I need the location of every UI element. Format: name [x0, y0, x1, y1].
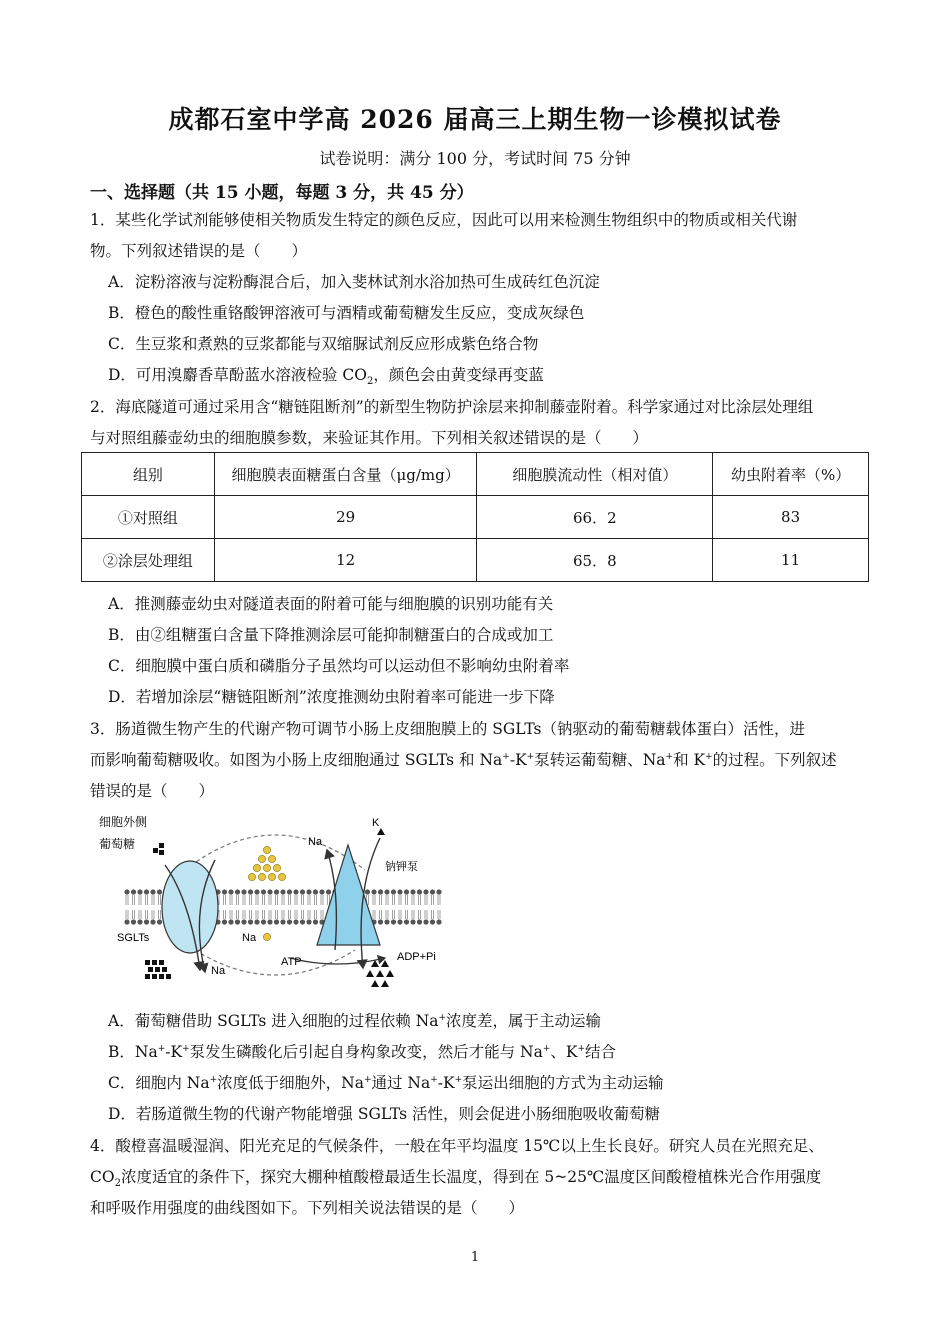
lipid-head [254, 919, 259, 924]
label-glucose: 葡萄糖 [99, 837, 136, 851]
table-header-cell: 细胞膜流动性（相对值） [477, 453, 713, 496]
table-cell: 29 [214, 496, 477, 539]
table-cell: 12 [214, 539, 477, 582]
lipid-head [274, 919, 279, 924]
table-cell: 83 [713, 496, 869, 539]
lipid-head [137, 889, 142, 894]
q2-option-d: D．若增加涂层“糖链阻断剂”浓度推测幼虫附着率可能进一步下降 [108, 688, 555, 706]
lipid-head [144, 919, 149, 924]
q2-stem-line1: 2．海底隧道可通过采用含“糖链阻断剂”的新型生物防护涂层来抑制藤壶附着。科学家通过对比涂层处理组 [90, 398, 814, 416]
lipid-head [131, 919, 136, 924]
lipid-head [378, 919, 383, 924]
q3-option-a: A．葡萄糖借助 SGLTs 进入细胞的过程依赖 Na+浓度差，属于主动运输 [108, 1012, 602, 1030]
q3-stem-line1: 3．肠道微生物产生的代谢产物可调节小肠上皮细胞膜上的 SGLTs（钠驱动的葡萄糖载体蛋白）活性，进 [90, 720, 805, 738]
lipid-head [391, 919, 396, 924]
lipid-head [436, 889, 441, 894]
lipid-head [261, 919, 266, 924]
lipid-head [235, 889, 240, 894]
page-number: 1 [470, 1250, 480, 1265]
lipid-head [287, 889, 292, 894]
label-adp: ADP+Pi [397, 951, 436, 963]
q1-stem-line1: 1．某些化学试剂能够使相关物质发生特定的颜色反应，因此可以用来检测生物组织中的物质或相关代谢 [90, 211, 798, 229]
lipid-head [131, 889, 136, 894]
lipid-head [378, 889, 383, 894]
table-header-cell: 组别 [82, 453, 215, 496]
lipid-head [274, 889, 279, 894]
lipid-head [235, 919, 240, 924]
lipid-head [280, 919, 285, 924]
lipid-head [319, 889, 324, 894]
table-header-cell: 细胞膜表面糖蛋白含量（μg/mg） [214, 453, 477, 496]
q2-data-table [81, 452, 869, 582]
lipid-head [313, 919, 318, 924]
glucose-squares-outside [153, 843, 164, 855]
label-atp: ATP [281, 956, 302, 968]
sglt-protein-shape [162, 861, 218, 953]
table-cell: 11 [713, 539, 869, 582]
lipid-head [124, 919, 129, 924]
lipid-head [228, 919, 233, 924]
lipid-head [267, 889, 272, 894]
lipid-head [157, 919, 162, 924]
exam-title: 成都石室中学高 2026 届高三上期生物一诊模拟试卷 [168, 105, 782, 134]
glucose-squares-inside [145, 960, 171, 979]
table-header-cell: 幼虫附着率（%） [713, 453, 869, 496]
lipid-head [222, 919, 227, 924]
lipid-head [384, 919, 389, 924]
table-cell: 66．2 [477, 496, 713, 539]
q2-option-b: B．由②组糖蛋白含量下降推测涂层可能抑制糖蛋白的合成或加工 [108, 626, 554, 644]
table-header-row [82, 453, 869, 496]
lipid-head [365, 889, 370, 894]
lipid-head [430, 889, 435, 894]
label-k: K [372, 817, 380, 829]
lipid-head [326, 889, 331, 894]
lipid-head [410, 889, 415, 894]
label-na-out: Na [308, 836, 323, 848]
lipid-head [144, 889, 149, 894]
lipid-head [293, 919, 298, 924]
q3-stem-line3: 错误的是（ ） [90, 782, 215, 800]
exam-subtitle: 试卷说明：满分 100 分，考试时间 75 分钟 [319, 149, 631, 168]
lipid-head [228, 889, 233, 894]
lipid-head [254, 889, 259, 894]
lipid-head [241, 889, 246, 894]
label-outside: 细胞外侧 [99, 815, 148, 829]
table-row [82, 496, 869, 539]
q4-stem-line2: $CO_2$浓度适宜的条件下，探究大棚种植酸橙最适生长温度，得到在 5~25℃温度区间酸橙植株光合作用强度 [90, 1168, 822, 1190]
q1-option-c: C．生豆浆和煮熟的豆浆都能与双缩脲试剂反应形成紫色络合物 [108, 335, 539, 353]
label-pump: 钠钾泵 [385, 861, 418, 873]
table-cell: ①对照组 [82, 496, 215, 539]
q1-option-b: B．橙色的酸性重铬酸钾溶液可与酒精或葡萄糖发生反应，变成灰绿色 [108, 304, 585, 322]
lipid-head [124, 889, 129, 894]
lipid-head [306, 919, 311, 924]
lipid-head [222, 889, 227, 894]
label-sglts: SGLTs [117, 932, 150, 944]
q4-stem-line3: 和呼吸作用强度的曲线图如下。下列相关说法错误的是（ ） [90, 1199, 525, 1217]
table-row [82, 539, 869, 582]
q1-stem-line2: 物。下列叙述错误的是（ ） [90, 242, 308, 260]
label-na-sglt: Na [211, 965, 226, 977]
lipid-head [430, 919, 435, 924]
label-na-in: Na [242, 932, 257, 944]
lipid-head [150, 919, 155, 924]
section-heading: 一、选择题（共 15 小题，每题 3 分，共 45 分） [90, 183, 474, 203]
q3-option-d: D．若肠道微生物的代谢产物能增强 SGLTs 活性，则会促进小肠细胞吸收葡萄糖 [108, 1105, 660, 1123]
lipid-head [417, 919, 422, 924]
lipid-head [397, 889, 402, 894]
lipid-head [287, 919, 292, 924]
lipid-head [150, 889, 155, 894]
lipid-head [248, 889, 253, 894]
table-cell: 65．8 [477, 539, 713, 582]
lipid-head [306, 889, 311, 894]
lipid-head [423, 919, 428, 924]
lipid-head [300, 919, 305, 924]
transport-diagram [95, 810, 450, 1010]
lipid-head [404, 889, 409, 894]
lipid-head [300, 889, 305, 894]
q1-option-d: D．可用溴麝香草酚蓝水溶液检验 $CO_2$，颜色会由黄变绿再变蓝 [108, 366, 544, 388]
lipid-head [267, 919, 272, 924]
lipid-head [280, 889, 285, 894]
lipid-head [397, 919, 402, 924]
lipid-head [137, 919, 142, 924]
lipid-head [313, 889, 318, 894]
q2-option-c: C．细胞膜中蛋白质和磷脂分子虽然均可以运动但不影响幼虫附着率 [108, 657, 570, 675]
lipid-head [404, 919, 409, 924]
lipid-head [436, 919, 441, 924]
lipid-head [248, 919, 253, 924]
lipid-head [384, 889, 389, 894]
table-cell: ②涂层处理组 [82, 539, 215, 582]
lipid-head [391, 889, 396, 894]
lipid-head [410, 919, 415, 924]
lipid-head [371, 889, 376, 894]
lipid-head [423, 889, 428, 894]
q3-option-c: C．细胞内 Na+浓度低于细胞外，Na+通过 Na+-K+泵运出细胞的方式为主动运输 [108, 1074, 664, 1092]
q3-option-b: B．Na+-K+泵发生磷酸化后引起自身构象改变，然后才能与 Na+、K+结合 [108, 1043, 617, 1061]
lipid-head [241, 919, 246, 924]
q1-option-a: A．淀粉溶液与淀粉酶混合后，加入斐林试剂水浴加热可生成砖红色沉淀 [108, 273, 600, 291]
lipid-head [157, 889, 162, 894]
atp-arrow [290, 958, 385, 964]
q2-stem-line2: 与对照组藤壶幼虫的细胞膜参数，来验证其作用。下列相关叙述错误的是（ ） [90, 429, 649, 447]
lipid-head [417, 889, 422, 894]
lipid-head [293, 889, 298, 894]
lipid-head [261, 889, 266, 894]
q4-stem-line1: 4．酸橙喜温暖湿润、阳光充足的气候条件，一般在年平均温度 15℃以上生长良好。研究人员在光照充足、 [90, 1137, 824, 1155]
q3-stem-line2: 而影响葡萄糖吸收。如图为小肠上皮细胞通过 SGLTs 和 Na+-K+泵转运葡萄糖、Na+和 K+的过程。下列叙述 [90, 751, 837, 769]
q2-option-a: A．推测藤壶幼虫对隧道表面的附着可能与细胞膜的识别功能有关 [108, 595, 554, 613]
